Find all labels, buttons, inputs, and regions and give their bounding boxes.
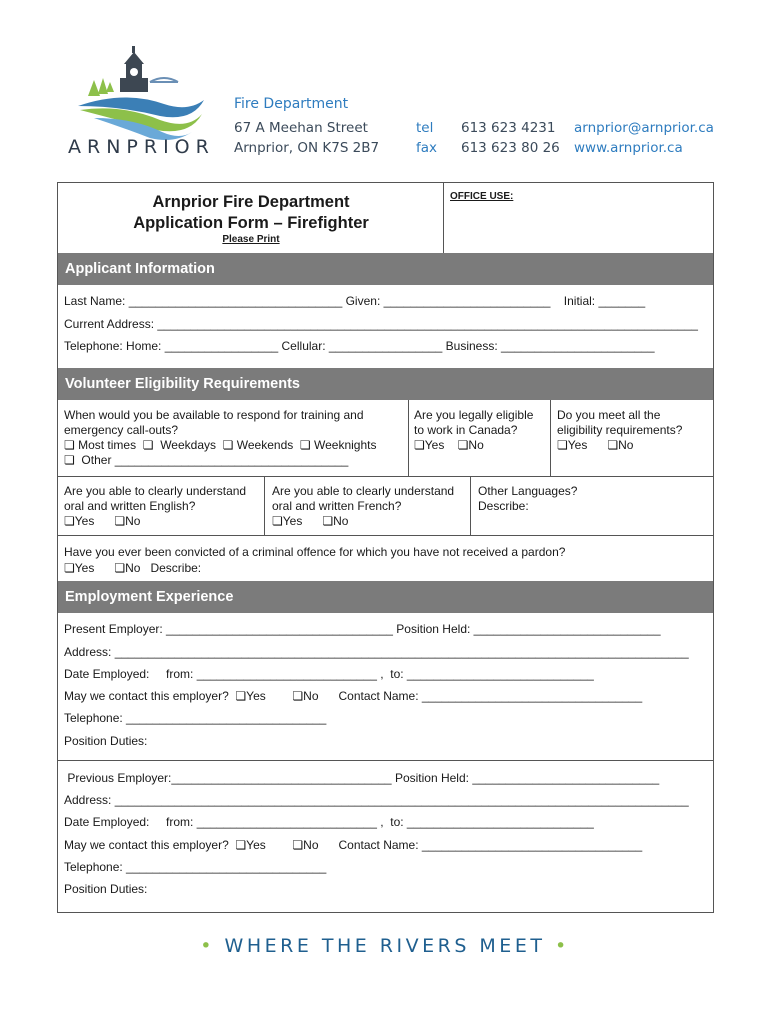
section-header-employment: Employment Experience: [58, 581, 713, 613]
previous-address-line[interactable]: Address: ______________________________________________________________________________________: [64, 793, 689, 807]
application-form: [57, 182, 714, 913]
present-address-line[interactable]: Address: ______________________________________________________________________________________: [64, 645, 689, 659]
french-question[interactable]: Are you able to clearly understand oral and written French? ❏Yes ❏No: [272, 484, 455, 528]
form-title-box: [58, 183, 444, 253]
present-dates-line[interactable]: Date Employed: from: ___________________________ , to: ____________________________: [64, 667, 594, 681]
please-print-note: Please Print: [222, 234, 280, 245]
section-header-eligibility: Volunteer Eligibility Requirements: [58, 368, 713, 400]
fax-label: fax: [416, 140, 438, 156]
phone-labels: [416, 118, 437, 158]
previous-contact-line[interactable]: May we contact this employer? ❏Yes ❏No Contact Name: _________________________________: [64, 838, 643, 852]
name-fields-line[interactable]: Last Name: ________________________________ Given: _________________________ Initial: _______: [64, 294, 646, 308]
present-duties-label[interactable]: Position Duties:: [64, 734, 148, 748]
email-link[interactable]: arnprior@arnprior.ca: [574, 120, 714, 136]
divider: [58, 535, 713, 536]
tel-number: 613 623 4231: [461, 120, 556, 136]
bullet-right: •: [554, 935, 570, 957]
divider: [408, 400, 409, 476]
slogan-text: WHERE THE RIVERS MEET: [224, 935, 546, 957]
address-field-line[interactable]: Current Address: _________________________________________________________________________________: [64, 317, 698, 331]
website-link[interactable]: www.arnprior.ca: [574, 140, 683, 156]
divider: [470, 476, 471, 535]
web-contacts: [574, 118, 714, 158]
form-title-line-2: Application Form – Firefighter: [133, 214, 369, 232]
address-block: [234, 118, 379, 158]
divider: [264, 476, 265, 535]
address-line-2: Arnprior, ON K7S 2B7: [234, 140, 380, 156]
footer-slogan: [0, 935, 770, 957]
availability-question[interactable]: When would you be available to respond for training and emergency call-outs? ❏ Most times ❏ Weekdays ❏ Weekends ❏ Weeknights ❏ Other ___________________________________: [64, 408, 377, 467]
address-line-1: 67 A Meehan Street: [234, 120, 368, 136]
criminal-offence-question[interactable]: Have you ever been convicted of a criminal offence for which you have not received a pardon? ❏Yes ❏No Describe:: [64, 545, 566, 575]
previous-dates-line[interactable]: Date Employed: from: ___________________________ , to: ____________________________: [64, 815, 594, 829]
telephone-fields-line[interactable]: Telephone: Home: _________________ Cellular: _________________ Business: _______________________: [64, 339, 655, 353]
legal-eligibility-question[interactable]: Are you legally eligible to work in Canada? ❏Yes ❏No: [414, 408, 534, 452]
previous-duties-label[interactable]: Position Duties:: [64, 882, 148, 896]
form-title-line-1: Arnprior Fire Department: [152, 193, 350, 211]
logo-wordmark: ARNPRIOR: [68, 136, 215, 158]
present-contact-line[interactable]: May we contact this employer? ❏Yes ❏No Contact Name: _________________________________: [64, 689, 643, 703]
office-use-label: OFFICE USE:: [450, 191, 514, 202]
present-employer-line[interactable]: Present Employer: __________________________________ Position Held: ____________________________: [64, 622, 661, 636]
previous-employer-line[interactable]: Previous Employer:_________________________________ Position Held: ____________________________: [64, 771, 660, 785]
department-title: Fire Department: [234, 96, 349, 112]
other-languages-question[interactable]: Other Languages? Describe:: [478, 484, 578, 513]
divider: [58, 760, 713, 761]
requirements-question[interactable]: Do you meet all the eligibility requirements? ❏Yes ❏No: [557, 408, 683, 452]
phone-numbers: [461, 118, 560, 158]
divider: [58, 476, 713, 477]
present-telephone-line[interactable]: Telephone: ______________________________: [64, 711, 327, 725]
english-question[interactable]: Are you able to clearly understand oral and written English? ❏Yes ❏No: [64, 484, 247, 528]
tel-label: tel: [416, 120, 434, 136]
section-header-applicant: Applicant Information: [58, 253, 713, 285]
previous-telephone-line[interactable]: Telephone: ______________________________: [64, 860, 327, 874]
fax-number: 613 623 80 26: [461, 140, 560, 156]
divider: [550, 400, 551, 476]
bullet-left: •: [200, 935, 215, 957]
